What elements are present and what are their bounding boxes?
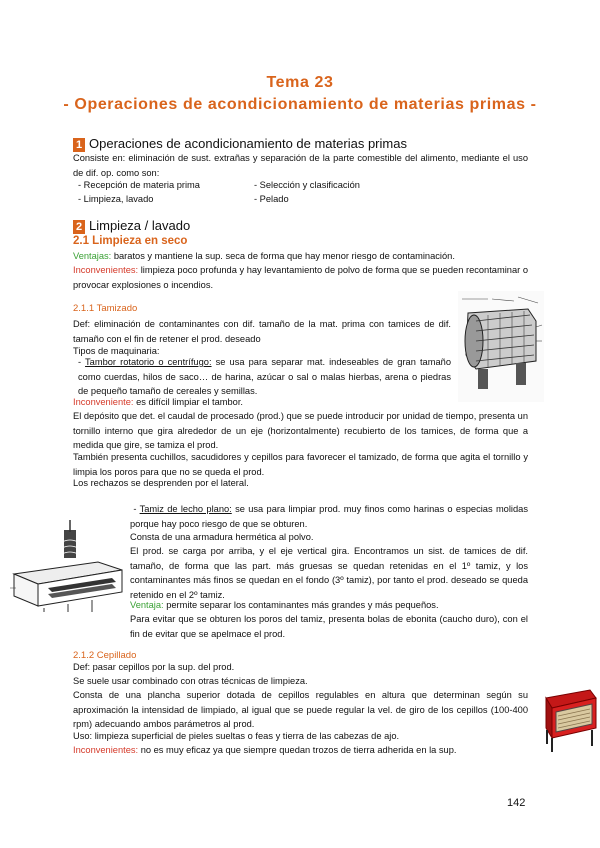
- list-item: - Pelado: [254, 194, 289, 204]
- evitar-paragraph: Para evitar que se obturen los poros del tamiz, presenta bolas de ebonita (caucho duro), con el fin de evitar que se apelmace el prod.: [130, 614, 528, 639]
- cepillado-inconvenientes-label: Inconvenientes:: [73, 745, 139, 755]
- cepillado-combinado: Se suele usar combinado con otras técnicas de limpieza.: [73, 676, 308, 686]
- section-1-heading: [73, 136, 407, 152]
- list-item: - Recepción de materia prima: [78, 180, 200, 190]
- flat-bed-sieve-illustration: [8, 518, 126, 614]
- tambor-text: se usa para separar mat. indeseables de gran tamaño como cuerdas, hilos de saco… de harina, azúcar o sal o malas hierbas, arena o piedras de pequeño tamaño de cereales y semillas.: [78, 357, 451, 397]
- rotary-drum-illustration: [458, 291, 544, 402]
- section-2-heading-text: Limpieza / lavado: [89, 218, 191, 233]
- plano-paragraph: [130, 502, 528, 531]
- consta-paragraph: Consta de una armadura hermética al polvo.: [130, 532, 314, 542]
- section-2-number: 2: [73, 220, 85, 234]
- rechazos-paragraph: Los rechazos se desprenden por el lateral.: [73, 478, 249, 488]
- cepillado-definition: Def: pasar cepillos por la sup. del prod.: [73, 662, 235, 672]
- tipos-maquinaria: Tipos de maquinaria:: [73, 346, 160, 356]
- cuchillos-paragraph: También presenta cuchillos, sacudidores y cepillos para favorecer el tamizado, de forma que agita el tornillo y limpia los poros para que no se queda el prod.: [73, 452, 528, 477]
- plano-prefix: -: [133, 504, 140, 514]
- page-number: 142: [507, 797, 526, 809]
- plano-text: se usa para limpiar prod. muy finos como harinas o especias molidas porque hay poco riesgo de que se obturen.: [130, 504, 528, 529]
- tambor-inconveniente: [73, 395, 243, 410]
- carga-paragraph: El prod. se carga por arriba, y el eje vertical gira. Encontramos un sist. de tamices de dif. tamaño, de forma que las part. más gruesas se quedan retenidas en el 1º tamiz, y los contaminantes más finos se quedan en el fondo (3º tamiz), por tanto el prod. deseado se queda retenido en el 2º tamiz.: [130, 546, 528, 600]
- cepillado-inconvenientes-text: no es muy eficaz ya que siempre quedan trozos de tierra adherida en la sup.: [138, 745, 457, 755]
- section-1-heading-text: Operaciones de acondicionamiento de materias primas: [89, 136, 407, 151]
- inconvenientes-label: Inconvenientes:: [73, 265, 139, 275]
- section-1-paragraph: Consiste en: eliminación de sust. extrañas y separación de la parte comestible del alimento, mediante el uso de dif. op. como son:: [73, 153, 528, 178]
- inconveniente-label: Inconveniente:: [73, 397, 134, 407]
- inconvenientes-paragraph: [73, 263, 528, 292]
- cepillado-uso: Uso: limpieza superficial de pieles sueltas o feas y tierra de las cabezas de ajo.: [73, 731, 400, 741]
- subsection-2-1-heading: 2.1 Limpieza en seco: [73, 235, 188, 247]
- list-item: - Selección y clasificación: [254, 180, 360, 190]
- cepillado-inconvenientes: [73, 743, 456, 758]
- cepillado-consta: Consta de una plancha superior dotada de cepillos regulables en altura que determinan según su aproximación la intensidad de limpiado, al igual que se puede regular la vel. de giro de los cepillos (100-400 rpm) adecuando ambos parámetros al prod.: [73, 690, 528, 730]
- list-item: - Limpieza, lavado: [78, 194, 154, 204]
- tambor-label: Tambor rotatorio o centrífugo:: [85, 357, 212, 367]
- inconveniente-text: es difícil limpiar el tambor.: [133, 397, 244, 407]
- inconvenientes-text: limpieza poco profunda y hay levantamiento de polvo de forma que se pueden recontaminar o provocar explosiones o incendios.: [73, 265, 528, 290]
- page-title: Tema 23: [266, 74, 334, 91]
- ventaja-line: [130, 598, 439, 613]
- ventajas-label: Ventajas:: [73, 251, 112, 261]
- ventajas-line: [73, 249, 528, 264]
- tambor-paragraph: [78, 355, 451, 399]
- brushing-machine-illustration: [542, 688, 598, 754]
- cepillado-heading: 2.1.2 Cepillado: [73, 650, 137, 661]
- ventaja-text: permite separar los contaminantes más grandes y más pequeños.: [163, 600, 439, 610]
- ventajas-text: baratos y mantiene la sup. seca de forma que hay menor riesgo de contaminación.: [111, 251, 455, 261]
- section-2-heading: [73, 218, 190, 234]
- section-1-number: 1: [73, 138, 85, 152]
- deposito-paragraph: El depósito que det. el caudal de procesado (prod.) que se puede introducir por unidad de tiempo, presenta un tornillo interno que gira alrededor de un eje (horizontalmente) recubierto de los tamices, de forma que a medida que gire, se tamiza el prod.: [73, 411, 528, 451]
- tamizado-heading: 2.1.1 Tamizado: [73, 303, 138, 314]
- plano-label: Tamiz de lecho plano:: [139, 504, 232, 514]
- tamizado-definition: Def: eliminación de contaminantes con dif. tamaño de la mat. prima con tamices de dif. tamaño con el fin de retener el prod. deseado: [73, 319, 451, 344]
- ventaja-label: Ventaja:: [130, 600, 164, 610]
- page-subtitle: - Operaciones de acondicionamiento de materias primas -: [63, 96, 537, 113]
- tambor-prefix: -: [78, 357, 86, 367]
